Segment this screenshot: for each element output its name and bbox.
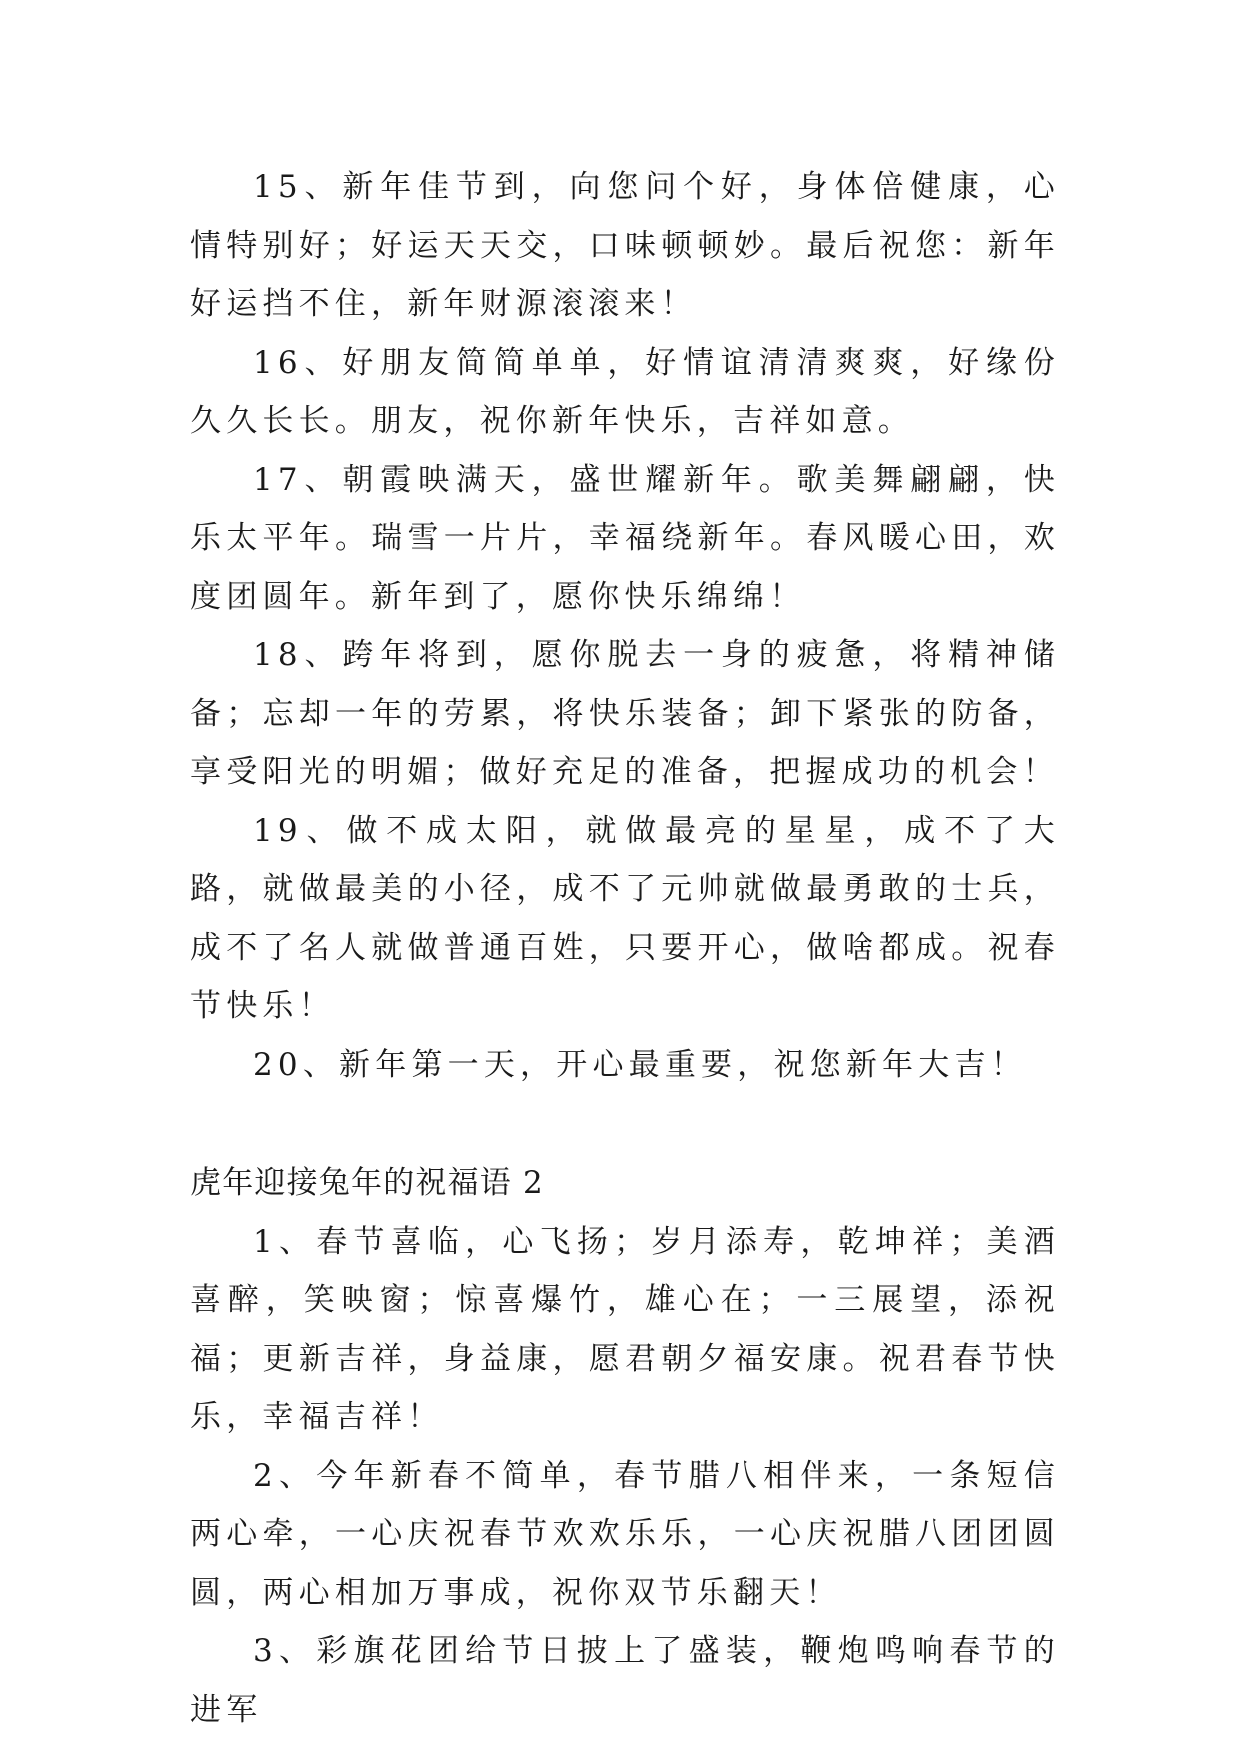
- paragraph-3: 3、彩旗花团给节日披上了盛装，鞭炮鸣响春节的进军: [190, 1633, 1060, 1728]
- paragraph-1: 1、春节喜临，心飞扬；岁月添寿，乾坤祥；美酒喜醉，笑映窗；惊喜爆竹，雄心在；一三展望，添祝福；更新吉祥，身益康，愿君朝夕福安康。祝君春节快乐，幸福吉祥！: [190, 1223, 1060, 1435]
- paragraph-17: 17、朝霞映满天，盛世耀新年。歌美舞翩翩，快乐太平年。瑞雪一片片，幸福绕新年。春风暖心田，欢度团圆年。新年到了，愿你快乐绵绵！: [190, 461, 1060, 615]
- paragraph-15: 15、新年佳节到，向您问个好，身体倍健康，心情特别好；好运天天交，口味顿顿妙。最后祝您：新年好运挡不住，新年财源滚滚来！: [190, 169, 1060, 322]
- paragraph-2: 2、今年新春不简单，春节腊八相伴来，一条短信两心牵，一心庆祝春节欢欢乐乐，一心庆祝腊八团团圆圆，两心相加万事成，祝你双节乐翻天！: [190, 1457, 1060, 1611]
- document-page: [190, 158, 1060, 1739]
- section-1: [190, 158, 1060, 1094]
- paragraph-19: 19、做不成太阳，就做最亮的星星，成不了大路，就做最美的小径，成不了元帅就做最勇敢的士兵，成不了名人就做普通百姓，只要开心，做啥都成。祝春节快乐！: [190, 812, 1060, 1024]
- paragraph-20: 20、新年第一天，开心最重要，祝您新年大吉！: [253, 1046, 1027, 1083]
- section-heading: 虎年迎接兔年的祝福语 2: [190, 1165, 544, 1201]
- paragraph-16: 16、好朋友简简单单，好情谊清清爽爽，好缘份久久长长。朋友，祝你新年快乐，吉祥如意。: [190, 344, 1060, 439]
- section-2: [190, 1154, 1060, 1739]
- paragraph-18: 18、跨年将到，愿你脱去一身的疲惫，将精神储备；忘却一年的劳累，将快乐装备；卸下紧张的防备，享受阳光的明媚；做好充足的准备，把握成功的机会！: [190, 637, 1060, 790]
